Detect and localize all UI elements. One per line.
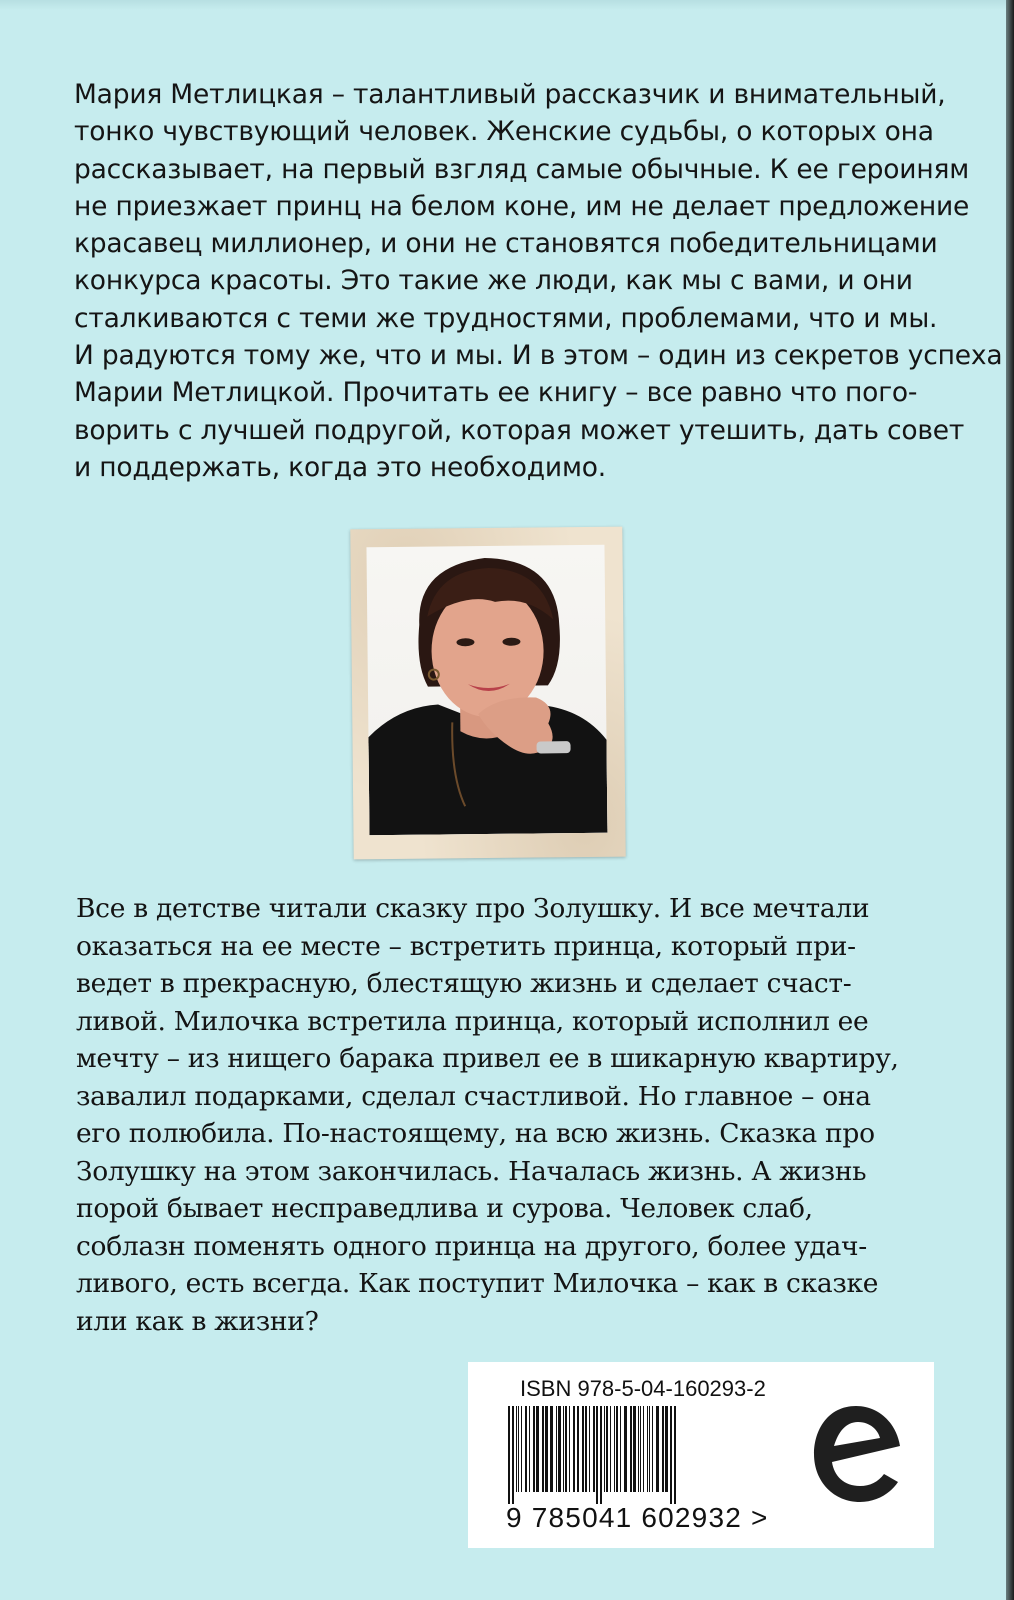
annotation-line: Марии Метлицкой. Прочитать ее книгу – все равно что пого- bbox=[74, 377, 918, 409]
barcode-bar bbox=[620, 1406, 621, 1492]
barcode-bar bbox=[652, 1406, 653, 1492]
barcode-bar bbox=[606, 1406, 608, 1492]
barcode-bar bbox=[674, 1406, 676, 1504]
barcode-bar bbox=[556, 1406, 557, 1492]
barcode-bar bbox=[545, 1406, 548, 1492]
barcode-bar bbox=[630, 1406, 632, 1492]
barcode-bar bbox=[649, 1406, 650, 1492]
barcode-bar bbox=[533, 1406, 535, 1492]
author-annotation bbox=[74, 76, 1003, 486]
annotation-line: И радуются тому же, что и мы. И в этом – один из секретов успеха bbox=[74, 340, 1003, 372]
barcode-bar bbox=[563, 1406, 564, 1492]
eksmo-e-logo-icon bbox=[808, 1402, 904, 1506]
synopsis-line: ведет в прекрасную, блестящую жизнь и сделает счаст- bbox=[76, 968, 852, 999]
barcode-bar bbox=[516, 1406, 517, 1492]
barcode-bar bbox=[521, 1406, 522, 1492]
barcode-bar bbox=[585, 1406, 587, 1492]
barcode-bar bbox=[656, 1406, 659, 1492]
barcode-bar bbox=[600, 1406, 602, 1504]
isbn-label: ISBN 978-5-04-160293-2 bbox=[520, 1376, 766, 1401]
synopsis-line: Золушку на этом закончилась. Началась жизнь. А жизнь bbox=[76, 1155, 867, 1187]
author-photo bbox=[366, 545, 607, 835]
barcode-bar bbox=[589, 1406, 590, 1492]
annotation-line: ворить с лучшей подругой, которая может утешить, дать совет bbox=[74, 414, 965, 446]
barcode-bar bbox=[643, 1406, 644, 1492]
barcode-bar bbox=[558, 1406, 561, 1492]
annotation-line: конкурса красоты. Это такие же люди, как мы с вами, и они bbox=[74, 265, 913, 297]
barcode-bar bbox=[638, 1406, 639, 1492]
barcode-panel bbox=[468, 1362, 934, 1548]
barcode-bar bbox=[573, 1406, 575, 1492]
barcode-bar bbox=[577, 1406, 579, 1492]
annotation-line: рассказывает, на первый взгляд самые обычные. К ее героиням bbox=[74, 153, 969, 185]
barcode-bar bbox=[569, 1406, 570, 1492]
annotation-line: тонко чувствующий человек. Женские судьбы, о которых она bbox=[74, 116, 934, 148]
barcode-bar bbox=[508, 1406, 510, 1504]
annotation-line: красавец миллионер, и они не становятся победительницами bbox=[74, 228, 938, 260]
barcode-bar bbox=[582, 1406, 584, 1492]
barcode-bar bbox=[518, 1406, 519, 1492]
barcode-bar bbox=[665, 1406, 668, 1492]
annotation-line: Мария Метлицкая – талантливый рассказчик и внимательный, bbox=[74, 79, 946, 110]
barcode-bar bbox=[640, 1406, 641, 1492]
barcode-bar bbox=[624, 1406, 627, 1492]
synopsis-line: мечту – из нищего барака привел ее в шикарную квартиру, bbox=[76, 1043, 899, 1074]
synopsis-line: ливой. Милочка встретила принца, который исполнил ее bbox=[76, 1005, 869, 1037]
annotation-line: сталкиваются с теми же трудностями, проблемами, что и мы. bbox=[74, 302, 938, 334]
barcode-bar bbox=[593, 1406, 595, 1492]
barcode-bar bbox=[662, 1406, 664, 1492]
barcode-bar bbox=[512, 1406, 514, 1504]
barcode-bar bbox=[647, 1406, 648, 1492]
author-portrait-icon bbox=[366, 545, 607, 835]
barcode-bar bbox=[525, 1406, 527, 1492]
barcode-bar bbox=[633, 1406, 636, 1492]
barcode-bar bbox=[550, 1406, 553, 1492]
synopsis-line: или как в жизни? bbox=[76, 1305, 319, 1337]
barcode-bar bbox=[536, 1406, 539, 1492]
barcode-bar bbox=[596, 1406, 598, 1504]
barcode-bar bbox=[529, 1406, 530, 1492]
synopsis-line: завалил подарками, сделал счастливой. Но главное – она bbox=[76, 1080, 871, 1112]
barcode-bars bbox=[502, 1406, 788, 1504]
barcode-bar bbox=[614, 1406, 615, 1492]
book-synopsis bbox=[76, 890, 936, 1340]
synopsis-line: оказаться на ее месте – встретить принца, который при- bbox=[76, 930, 856, 962]
barcode-bar bbox=[616, 1406, 618, 1492]
synopsis-line: ливого, есть всегда. Как поступит Милочка – как в сказке bbox=[76, 1268, 879, 1299]
synopsis-line: Все в детстве читали сказку про Золушку. И все мечтали bbox=[76, 893, 870, 924]
synopsis-line: его полюбила. По-настоящему, на всю жизнь. Сказка про bbox=[76, 1118, 875, 1149]
annotation-line: не приезжает принц на белом коне, им не делает предложение bbox=[74, 190, 970, 222]
barcode-bar bbox=[670, 1406, 672, 1504]
barcode-bar bbox=[610, 1406, 611, 1492]
synopsis-line: порой бывает несправедлива и сурова. Человек слаб, bbox=[76, 1193, 813, 1224]
synopsis-line: соблазн поменять одного принца на другого, более удач- bbox=[76, 1230, 867, 1262]
barcode-bar bbox=[542, 1406, 544, 1492]
author-photo-frame bbox=[350, 527, 625, 860]
barcode-digits: 9 785041 602932 > bbox=[506, 1502, 769, 1533]
barcode-bar bbox=[565, 1406, 567, 1492]
barcode-bar bbox=[604, 1406, 605, 1492]
cover-top-edge bbox=[0, 0, 1006, 10]
cover-right-edge bbox=[1006, 0, 1014, 1600]
annotation-line: и поддержать, когда это необходимо. bbox=[74, 451, 606, 483]
